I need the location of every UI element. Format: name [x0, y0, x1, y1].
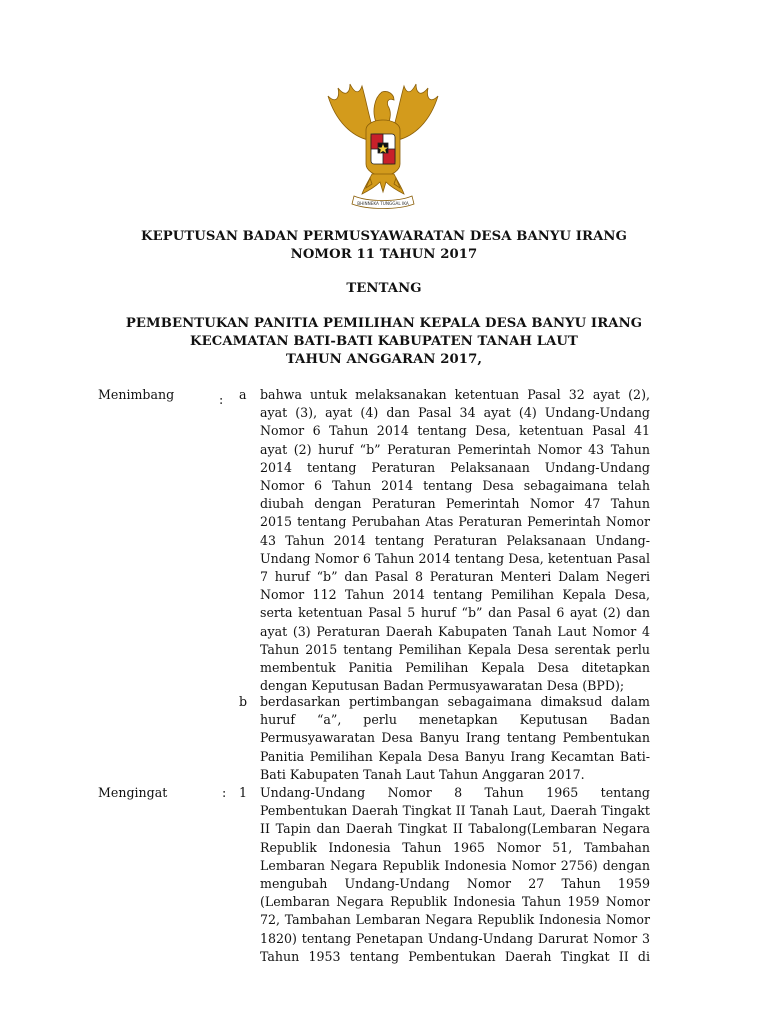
text-line: Tahun 1953 tentang Pembentukan Daerah Tingkat II di	[260, 948, 650, 964]
tentang-heading	[0, 280, 768, 298]
text-line: Lembaran Negara Republik Indonesia Nomor 2756) dengan	[260, 857, 650, 873]
text-line: Nomor 6 Tahun 2014 tentang Desa, ketentuan Pasal 41	[260, 423, 650, 439]
text-line: Undang Nomor 6 Tahun 2014 tentang Desa, ketentuan Pasal	[260, 550, 650, 566]
text-line: Undang-Undang Nomor 8 Tahun 1965 tentang	[260, 785, 650, 800]
garuda-pancasila-emblem	[322, 78, 444, 212]
text-line: 2014 tentang Peraturan Pelaksanaan Undang-Undang	[260, 459, 650, 475]
text-line: (Lembaran Negara Republik Indonesia Tahun 1959 Nomor	[260, 894, 650, 910]
text-line: Permusyawaratan Desa Banyu Irang tentang Pembentukan	[260, 730, 650, 746]
subject-line: PEMBENTUKAN PANITIA PEMILIHAN KEPALA DESA BANYU IRANG	[125, 316, 643, 331]
text-line: 1820) tentang Penetapan Undang-Undang Darurat Nomor 3	[260, 930, 650, 946]
text-line: ayat (3) Peraturan Daerah Kabupaten Tanah Laut Nomor 4	[260, 623, 650, 639]
text-line: Republik Indonesia Tahun 1965 Nomor 51, Tambahan	[260, 839, 650, 855]
text-line: diubah dengan Peraturan Pemerintah Nomor 47 Tahun	[260, 496, 650, 512]
document-title	[0, 228, 768, 264]
text-line: huruf “a”, perlu menetapkan Keputusan Badan	[260, 712, 650, 728]
title-line: KEPUTUSAN BADAN PERMUSYAWARATAN DESA BANYU IRANG	[141, 229, 627, 244]
text-line: bahwa untuk melaksanakan ketentuan Pasal 32 ayat (2),	[260, 387, 650, 402]
menimbang-item-a	[260, 386, 650, 695]
text-line: serta ketentuan Pasal 5 huruf “b” dan Pasal 6 ayat (2) dan	[260, 605, 650, 621]
text-line: mengubah Undang-Undang Nomor 27 Tahun 1959	[260, 876, 650, 892]
mengingat-item-1	[260, 784, 650, 966]
menimbang-label: Menimbang	[98, 387, 175, 402]
text-line: ayat (3), ayat (4) dan Pasal 34 ayat (4) Undang-Undang	[260, 405, 650, 421]
mengingat-item-1-marker: 1	[239, 785, 248, 800]
text-line: II Tapin dan Daerah Tingkat II Tabalong(Lembaran Negara	[260, 821, 650, 837]
text-line: Bati Kabupaten Tanah Laut Tahun Anggaran 2017.	[260, 766, 585, 782]
title-number-line: NOMOR 11 TAHUN 2017	[290, 247, 478, 262]
subject-line: TAHUN ANGGARAN 2017,	[285, 352, 483, 367]
text-line: 72, Tambahan Lembaran Negara Republik Indonesia Nomor	[260, 912, 650, 928]
menimbang-item-b-marker: b	[239, 694, 248, 709]
text-line: Nomor 6 Tahun 2014 tentang Desa sebagaimana telah	[260, 478, 650, 494]
tentang-text: TENTANG	[346, 281, 422, 296]
text-line: Nomor 112 Tahun 2014 tentang Pemilihan Kepala Desa,	[260, 587, 650, 603]
emblem-motto: BHINNEKA TUNGGAL IKA	[357, 201, 409, 206]
mengingat-colon: :	[222, 785, 227, 800]
text-line: dengan Keputusan Badan Permusyawaratan Desa (BPD);	[260, 678, 625, 694]
text-line: 2015 tentang Perubahan Atas Peraturan Pemerintah Nomor	[260, 514, 650, 530]
text-line: Panitia Pemilihan Kepala Desa Banyu Irang Kecamtan Bati-	[260, 748, 650, 764]
text-line: berdasarkan pertimbangan sebagaimana dimaksud dalam	[260, 694, 650, 709]
subject-line: KECAMATAN BATI-BATI KABUPATEN TANAH LAUT	[190, 334, 578, 349]
text-line: 7 huruf “b” dan Pasal 8 Peraturan Menteri Dalam Negeri	[260, 569, 650, 585]
text-line: membentuk Panitia Pemilihan Kepala Desa ditetapkan	[260, 660, 650, 676]
mengingat-label: Mengingat	[98, 785, 168, 800]
menimbang-item-b	[260, 693, 650, 784]
document-subject	[0, 315, 768, 369]
menimbang-colon: :	[219, 392, 224, 407]
text-line: Tahun 2015 tentang Pemilihan Kepala Desa serentak perlu	[260, 641, 650, 657]
text-line: 43 Tahun 2014 tentang Peraturan Pelaksanaan Undang-	[260, 532, 650, 548]
menimbang-item-a-marker: a	[239, 387, 247, 402]
text-line: Pembentukan Daerah Tingkat II Tanah Laut, Daerah Tingakt	[260, 803, 650, 819]
text-line: ayat (2) huruf “b” Peraturan Pemerintah Nomor 43 Tahun	[260, 441, 650, 457]
